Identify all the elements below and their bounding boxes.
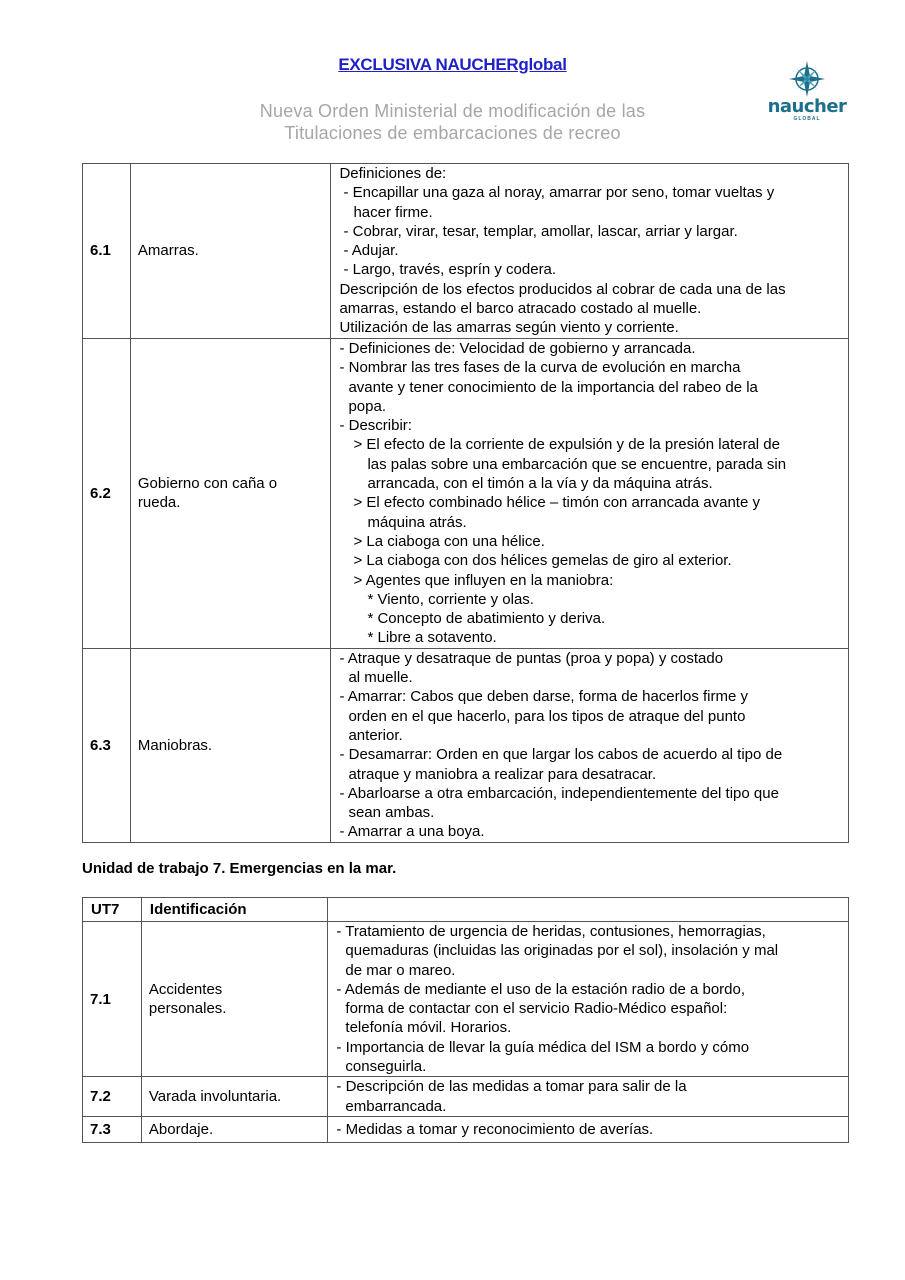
column-header xyxy=(328,898,849,922)
row-description xyxy=(328,1116,849,1142)
table-header-row xyxy=(83,898,849,922)
subtitle-line-2: Titulaciones de embarcaciones de recreo xyxy=(284,123,621,143)
description-line: - Medidas a tomar y reconocimiento de averías. xyxy=(336,1120,654,1138)
table-row xyxy=(83,922,849,1077)
row-description xyxy=(328,1077,849,1117)
row-title-line: rueda. xyxy=(137,494,181,512)
description-line: máquina atrás. xyxy=(367,513,467,531)
row-description xyxy=(331,648,849,842)
row-number: 6.1 xyxy=(83,164,131,339)
table-row xyxy=(83,164,849,339)
description-line: * Libre a sotavento. xyxy=(367,629,497,647)
unit-7-table xyxy=(82,897,849,1143)
unit-6-table xyxy=(82,163,849,843)
table-row xyxy=(83,1116,849,1142)
description-line: - Encapillar una gaza al noray, amarrar por seno, tomar vueltas y xyxy=(343,184,775,202)
description-line: avante y tener conocimiento de la importancia del rabeo de la xyxy=(348,378,758,396)
description-line: > El efecto de la corriente de expulsión y de la presión lateral de xyxy=(353,436,780,454)
description-line: - Desamarrar: Orden en que largar los cabos de acuerdo al tipo de xyxy=(339,746,783,764)
description-line: - Amarrar: Cabos que deben darse, forma de hacerlos firme y xyxy=(339,688,748,706)
row-title xyxy=(130,339,331,649)
description-line: - Largo, través, esprín y codera. xyxy=(343,261,557,279)
section-heading: Unidad de trabajo 7. Emergencias en la mar. xyxy=(82,860,397,877)
description-line: orden en el que hacerlo, para los tipos de atraque del punto xyxy=(348,707,746,725)
row-title-line: Gobierno con caña o xyxy=(137,475,278,493)
row-title: Maniobras. xyxy=(130,648,331,842)
description-line: atraque y maniobra a realizar para desatracar. xyxy=(348,765,657,783)
table-row xyxy=(83,339,849,649)
description-line: - Adujar. xyxy=(343,242,399,260)
row-number: 6.2 xyxy=(83,339,131,649)
description-line: las palas sobre una embarcación que se encuentre, parada sin xyxy=(367,455,787,473)
logo-subtitle: GLOBAL xyxy=(793,116,821,122)
compass-rose-icon xyxy=(762,60,852,98)
row-title xyxy=(141,922,328,1077)
description-line: - Además de mediante el uso de la estación radio de a bordo, xyxy=(336,980,746,998)
row-number: 7.3 xyxy=(83,1116,142,1142)
description-line: Definiciones de: xyxy=(339,165,447,182)
description-line: popa. xyxy=(348,397,387,415)
table-row xyxy=(83,1077,849,1117)
description-line: anterior. xyxy=(348,726,403,744)
description-line: * Concepto de abatimiento y deriva. xyxy=(367,610,606,628)
description-line: de mar o mareo. xyxy=(345,961,456,979)
description-line: - Amarrar a una boya. xyxy=(339,823,485,841)
row-description xyxy=(328,922,849,1077)
row-title-line: Accidentes xyxy=(148,980,223,998)
description-line: hacer firme. xyxy=(353,203,433,221)
logo-wordmark: naucher xyxy=(767,96,847,117)
description-line: arrancada, con el timón a la vía y da máquina atrás. xyxy=(367,475,713,493)
description-line: sean ambas. xyxy=(348,804,435,822)
description-line: - Definiciones de: Velocidad de gobierno y arrancada. xyxy=(339,340,696,357)
column-header: Identificación xyxy=(141,898,328,922)
description-line: Descripción de los efectos producidos al cobrar de cada una de las xyxy=(339,280,786,298)
description-line: - Cobrar, virar, tesar, templar, amollar, lascar, arriar y largar. xyxy=(343,222,738,240)
description-line: Utilización de las amarras según viento y corriente. xyxy=(339,319,679,337)
description-line: - Descripción de las medidas a tomar para salir de la xyxy=(336,1078,687,1096)
description-line: > El efecto combinado hélice – timón con arrancada avante y xyxy=(353,494,760,512)
row-number: 7.1 xyxy=(83,922,142,1077)
row-description xyxy=(331,339,849,649)
description-line: - Atraque y desatraque de puntas (proa y popa) y costado xyxy=(339,649,724,667)
description-line: - Nombrar las tres fases de la curva de evolución en marcha xyxy=(339,359,741,377)
description-line: - Describir: xyxy=(339,417,412,435)
naucher-logo xyxy=(762,60,852,124)
description-line: - Importancia de llevar la guía médica del ISM a bordo y cómo xyxy=(336,1038,750,1056)
description-line: al muelle. xyxy=(348,669,413,687)
row-title: Varada involuntaria. xyxy=(141,1077,328,1117)
column-header: UT7 xyxy=(83,898,142,922)
row-title: Abordaje. xyxy=(141,1116,328,1142)
description-line: conseguirla. xyxy=(345,1058,427,1076)
row-number: 6.3 xyxy=(83,648,131,842)
description-line: embarrancada. xyxy=(345,1097,447,1115)
description-line: * Viento, corriente y olas. xyxy=(367,590,534,608)
description-line: > La ciaboga con una hélice. xyxy=(353,532,545,550)
description-line: forma de contactar con el servicio Radio-Médico español: xyxy=(345,1000,728,1018)
description-line: > Agentes que influyen en la maniobra: xyxy=(353,571,614,589)
description-line: - Abarloarse a otra embarcación, independientemente del tipo que xyxy=(339,784,779,802)
table-row xyxy=(83,648,849,842)
row-number: 7.2 xyxy=(83,1077,142,1117)
description-line: amarras, estando el barco atracado costado al muelle. xyxy=(339,300,702,318)
description-line: telefonía móvil. Horarios. xyxy=(345,1019,512,1037)
description-line: quemaduras (incluidas las originadas por el sol), insolación y mal xyxy=(345,942,779,960)
row-description xyxy=(331,164,849,339)
subtitle-line-1: Nueva Orden Ministerial de modificación de las xyxy=(259,101,646,121)
description-line: - Tratamiento de urgencia de heridas, contusiones, hemorragias, xyxy=(336,923,766,940)
row-title-line: personales. xyxy=(148,1000,227,1018)
exclusive-link[interactable]: EXCLUSIVA NAUCHERglobal xyxy=(338,55,567,74)
row-title: Amarras. xyxy=(130,164,331,339)
description-line: > La ciaboga con dos hélices gemelas de giro al exterior. xyxy=(353,552,732,570)
